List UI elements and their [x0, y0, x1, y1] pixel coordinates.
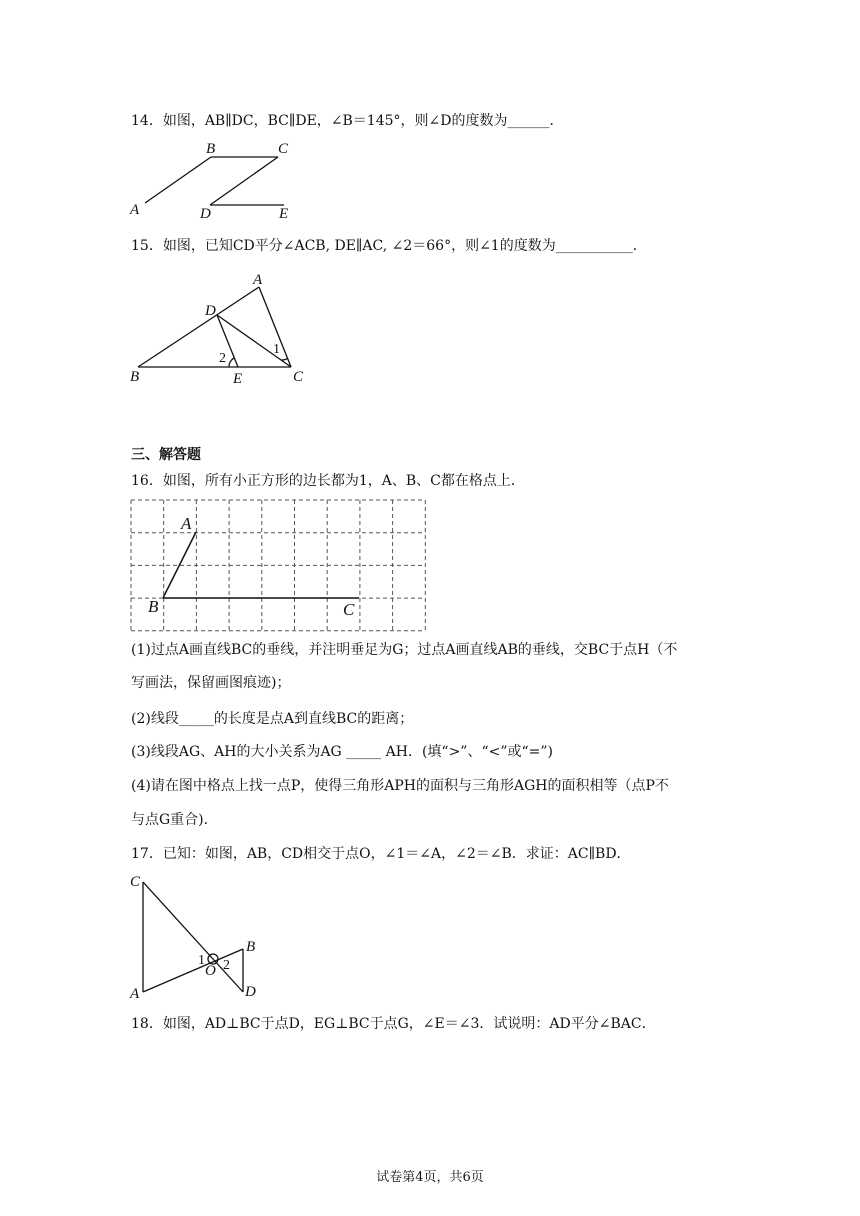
- segment-cd: [143, 882, 243, 992]
- q17-figure: [125, 872, 275, 1002]
- label-d: D: [245, 984, 256, 1000]
- q16-intro: 16．如图，所有小正方形的边长都为1，A、B、C都在格点上．: [131, 473, 525, 489]
- q16-part4-line1: (4)请在图中格点上找一点P，使得三角形APH的面积与三角形AGH的面积相等（点P不: [131, 778, 669, 794]
- q17-text: 17．已知：如图，AB，CD相交于点O，∠1＝∠A，∠2＝∠B．求证：AC∥BD．: [131, 846, 631, 862]
- label-e: E: [279, 206, 289, 222]
- label-b: B: [246, 939, 256, 955]
- q18-text: 18．如图，AD⊥BC于点D，EG⊥BC于点G，∠E＝∠3．试说明：AD平分∠BAC．: [131, 1016, 656, 1032]
- label-e: E: [233, 371, 243, 387]
- label-angle-2: 2: [223, 958, 230, 973]
- label-b: B: [130, 369, 140, 385]
- label-b: B: [206, 141, 216, 157]
- label-a: A: [130, 202, 140, 218]
- label-a: A: [130, 986, 140, 1002]
- label-d: D: [205, 303, 216, 319]
- q16-part1-line2: 写画法，保留画图痕迹)；: [131, 675, 291, 691]
- segment-ba: [138, 287, 259, 367]
- q16-part2: (2)线段_____的长度是点A到直线BC的距离；: [131, 711, 414, 727]
- angle-2-arc: [229, 358, 234, 367]
- q16-grid-figure: [130, 499, 426, 631]
- label-d: D: [200, 206, 211, 222]
- angle-1-arc: [281, 358, 288, 360]
- dashed-grid: [131, 500, 425, 631]
- label-a: A: [253, 272, 263, 288]
- label-angle-1: 1: [198, 953, 205, 968]
- q14-figure: [125, 138, 325, 223]
- label-angle-1: 1: [273, 342, 280, 357]
- label-angle-2: 2: [219, 351, 226, 366]
- q15-text: 15．如图，已知CD平分∠ACB, DE∥AC, ∠2＝66°，则∠1的度数为___________．: [131, 238, 647, 254]
- label-b: B: [148, 597, 159, 616]
- q16-part4-line2: 与点G重合)．: [131, 812, 218, 828]
- q16-part1-line1: (1)过点A画直线BC的垂线，并注明垂足为G；过点A画直线AB的垂线，交BC于点H（不: [131, 642, 678, 658]
- segment-ab: [145, 157, 211, 203]
- label-o: O: [205, 963, 216, 979]
- section-title: 三、解答题: [131, 447, 201, 463]
- segment-cd: [210, 157, 278, 205]
- q14-text: 14．如图，AB∥DC，BC∥DE，∠B＝145°，则∠D的度数为______．: [131, 113, 564, 129]
- page-footer: 试卷第4页，共6页: [376, 1170, 484, 1185]
- q16-part3: (3)线段AG、AH的大小关系为AG _____ AH．(填“>”、“<”或“=”): [131, 744, 554, 760]
- label-c: C: [130, 874, 141, 890]
- label-c: C: [278, 141, 289, 157]
- label-a: A: [181, 514, 192, 533]
- label-c: C: [293, 369, 304, 385]
- label-c: C: [343, 600, 355, 619]
- q15-figure: [125, 268, 325, 393]
